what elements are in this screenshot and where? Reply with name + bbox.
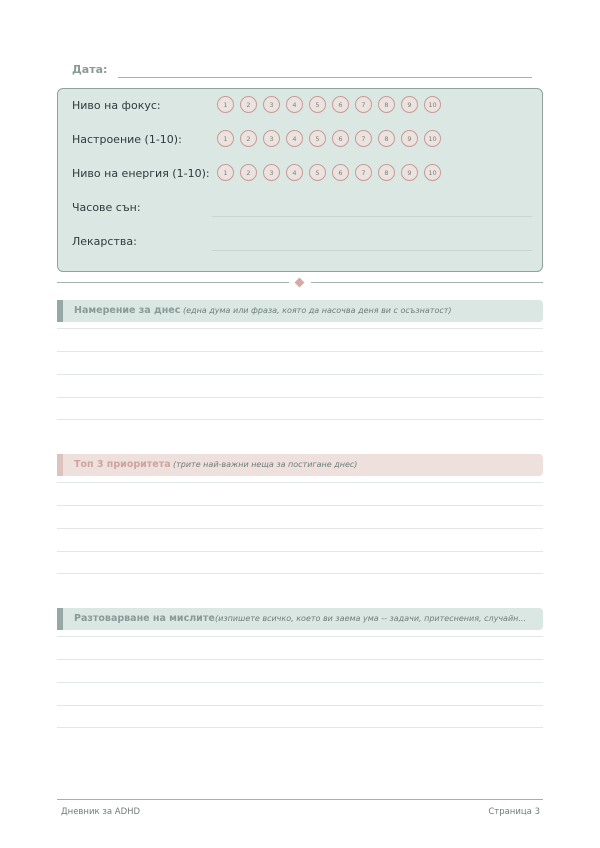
medication-row	[72, 232, 532, 252]
rating-circle[interactable]: 7	[355, 96, 372, 113]
rating-circle[interactable]: 9	[401, 164, 418, 181]
rating-circle[interactable]: 8	[378, 96, 395, 113]
rating-circle[interactable]: 8	[378, 164, 395, 181]
diamond-ornament-icon	[295, 278, 305, 288]
mood-label: Настроение (1-10):	[72, 133, 182, 146]
writing-line[interactable]	[57, 505, 543, 506]
rating-circle[interactable]: 1	[217, 130, 234, 147]
rating-circle[interactable]: 3	[263, 96, 280, 113]
rating-circle[interactable]: 5	[309, 130, 326, 147]
writing-line[interactable]	[57, 659, 543, 660]
footer-journal-title: Дневник за ADHD	[61, 807, 141, 817]
date-row	[72, 62, 532, 80]
writing-line[interactable]	[57, 682, 543, 683]
date-input-line[interactable]	[118, 77, 532, 78]
rating-circle[interactable]: 10	[424, 164, 441, 181]
rating-circle[interactable]: 7	[355, 130, 372, 147]
writing-line[interactable]	[57, 482, 543, 483]
sleep-label: Часове сън:	[72, 201, 141, 214]
writing-line[interactable]	[57, 397, 543, 398]
rating-circle[interactable]: 2	[240, 96, 257, 113]
daily-tracker-box	[57, 88, 543, 272]
rating-circle[interactable]: 6	[332, 96, 349, 113]
writing-line[interactable]	[57, 573, 543, 574]
mood-row	[72, 130, 532, 150]
brain-dump-title: Разтоварване на мислите	[74, 613, 215, 624]
intention-subtitle: (една дума или фраза, която да насочва деня ви с осъзнатост)	[183, 306, 452, 315]
writing-line[interactable]	[57, 551, 543, 552]
rating-circle[interactable]: 10	[424, 96, 441, 113]
brain-dump-header	[57, 608, 543, 630]
rating-circle[interactable]: 9	[401, 130, 418, 147]
date-label: Дата:	[72, 63, 108, 76]
section-accent-bar	[57, 300, 63, 322]
sleep-row	[72, 198, 532, 218]
writing-line[interactable]	[57, 705, 543, 706]
rating-circle[interactable]: 6	[332, 130, 349, 147]
priorities-subtitle: (трите най-важни неща за постигане днес)	[173, 460, 358, 469]
energy-row	[72, 164, 532, 184]
rating-circle[interactable]: 10	[424, 130, 441, 147]
rating-circle[interactable]: 1	[217, 164, 234, 181]
rating-circle[interactable]: 1	[217, 96, 234, 113]
energy-label: Ниво на енергия (1-10):	[72, 167, 210, 180]
priorities-title: Топ 3 приоритета	[74, 459, 171, 470]
intention-title: Намерение за днес	[74, 305, 181, 316]
rating-circle[interactable]: 6	[332, 164, 349, 181]
rating-circle[interactable]: 2	[240, 164, 257, 181]
writing-line[interactable]	[57, 528, 543, 529]
rating-circle[interactable]: 4	[286, 130, 303, 147]
writing-line[interactable]	[57, 727, 543, 728]
rating-circle[interactable]: 9	[401, 96, 418, 113]
divider-right	[311, 282, 543, 283]
rating-circle[interactable]: 2	[240, 130, 257, 147]
priorities-header	[57, 454, 543, 476]
brain-dump-subtitle: (изпишете всичко, което ви заема ума -- задачи, притеснения, случайн...	[215, 614, 527, 623]
sleep-input-line[interactable]	[212, 216, 532, 217]
rating-circle[interactable]: 3	[263, 130, 280, 147]
rating-circle[interactable]: 4	[286, 96, 303, 113]
writing-line[interactable]	[57, 374, 543, 375]
rating-circle[interactable]: 5	[309, 96, 326, 113]
medication-input-line[interactable]	[212, 250, 532, 251]
writing-line[interactable]	[57, 419, 543, 420]
rating-circle[interactable]: 4	[286, 164, 303, 181]
focus-row	[72, 96, 532, 116]
rating-circle[interactable]: 8	[378, 130, 395, 147]
divider-left	[57, 282, 289, 283]
footer-divider	[57, 799, 543, 800]
section-accent-bar	[57, 608, 63, 630]
writing-line[interactable]	[57, 328, 543, 329]
rating-circle[interactable]: 7	[355, 164, 372, 181]
medication-label: Лекарства:	[72, 235, 137, 248]
footer-page-number: Страница 3	[488, 807, 540, 817]
rating-circle[interactable]: 5	[309, 164, 326, 181]
writing-line[interactable]	[57, 636, 543, 637]
section-accent-bar	[57, 454, 63, 476]
writing-line[interactable]	[57, 351, 543, 352]
intention-header	[57, 300, 543, 322]
rating-circle[interactable]: 3	[263, 164, 280, 181]
focus-label: Ниво на фокус:	[72, 99, 161, 112]
